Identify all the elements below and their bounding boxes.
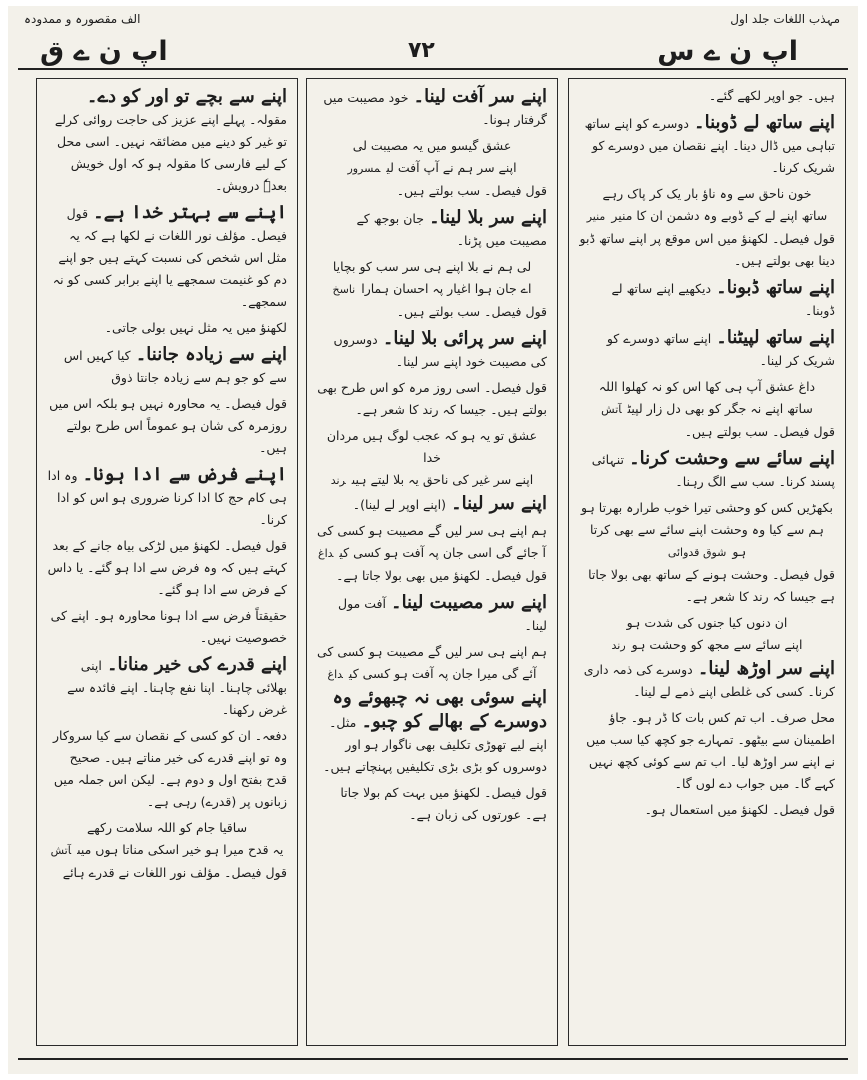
verse-line xyxy=(579,205,835,228)
dictionary-entry xyxy=(47,85,287,197)
verse-text: ہم اپنے ہی سر لیں گے مصیبت ہو کسی کی xyxy=(317,644,547,659)
entry-text xyxy=(579,85,835,107)
dictionary-entry xyxy=(47,343,287,389)
verse-text: خون ناحق سے وہ ناؤ بار یک کر پاک رہے xyxy=(602,186,812,201)
entry-definition: لکھنؤ میں یہ مثل نہیں بولی جاتی۔ xyxy=(104,320,287,335)
entry-text xyxy=(579,564,835,608)
verse-text: ہم اپنے ہی سر لیں گے مصیبت ہو کسی کی xyxy=(317,523,547,538)
entry-definition: دوسرے کی ذمہ داری کرنا۔ کسی کی غلطی اپنے ذمے لے لینا۔ xyxy=(583,662,835,699)
verse-text: ہم سے کیا وہ وحشت اپنے سائے سے بھی کرتا ہو xyxy=(589,522,824,559)
entry-headword: اپنے سر پرائی بلا لینا۔ xyxy=(382,328,547,349)
entry-text xyxy=(47,535,287,601)
dictionary-entry xyxy=(317,591,547,637)
entry-headword: اپنے سر آفت لینا۔ xyxy=(413,86,547,107)
entry-headword: اپنے سوئی بھی نہ چبھوئے وہ دوسرے کے بھالے کو چبو۔ xyxy=(332,687,547,732)
entry-definition: خود مصیبت میں گرفتار ہونا۔ xyxy=(323,90,547,127)
entry-headword: اپنے سے بہتر خدا ہے۔ xyxy=(93,202,287,223)
poet-name: مسرور xyxy=(347,162,381,175)
verse-line xyxy=(317,520,547,542)
verse-line xyxy=(317,469,547,492)
entry-definition: مقولہ۔ پہلے اپنے عزیز کی حاجت روائی کرلے تو غیر کو دینے میں مضائقہ نہیں۔ اسی محل کے لیے فارسی کا مقولہ ہو کہ اول خویش بعدہٗ درویش۔ xyxy=(54,112,287,193)
entry-definition: قول فیصل۔ یہ محاورہ نہیں ہو بلکہ اس میں روزمرہ کی شان ہو عموماً اس طرح بولتے ہیں۔ xyxy=(49,396,287,455)
column-left xyxy=(36,78,298,1046)
entry-definition: دوسرے کو اپنے ساتھ تباہی میں ڈال دینا۔ اپنے نقصان میں دوسرے کو شریک کرنا۔ xyxy=(584,116,835,175)
header-rule xyxy=(18,68,848,70)
entry-definition: اپنے ساتھ دوسرے کو شریک کر لینا۔ xyxy=(606,331,835,368)
entry-definition: قول فیصل۔ لکھنؤ میں لڑکی بیاہ جانے کے بعد کہتے ہیں کہ وہ فرض سے ادا ہو گئے۔ یا داس کے فرض سے ادا ہو گئے۔ xyxy=(47,538,287,597)
dictionary-entry xyxy=(317,686,547,778)
dictionary-entry xyxy=(317,327,547,373)
entry-definition: دفعہ۔ ان کو کسی کے نقصان سے کیا سروکار وہ تو اپنے قدرے کی خیر مناتے ہیں۔ صحیح قدح بفتح اول و دوم ہے۔ لیکن اس جملہ میں زبانوں پر (قدرے) رہی ہے۔ xyxy=(52,728,287,809)
verse-line xyxy=(317,157,547,180)
dictionary-entry xyxy=(579,657,835,703)
entry-headword: اپنے ساتھ لپیٹنا۔ xyxy=(716,327,835,348)
entry-definition: قول فیصل۔ سب بولتے ہیں۔ xyxy=(396,304,547,319)
entry-headword: اپنے قدرے کی خیر منانا۔ xyxy=(106,654,287,675)
entry-definition: قول فیصل۔ لکھنؤ میں استعمال ہو۔ xyxy=(644,802,835,817)
entry-definition: وہ ادا ہی کام حج کا ادا کرنا ضروری ہو اس کو ادا کرنا۔ xyxy=(47,468,287,527)
entry-headword: اپنے سر لینا۔ xyxy=(451,493,547,514)
dictionary-entry xyxy=(317,85,547,131)
entry-headword: اپنے ساتھ ڈبونا۔ xyxy=(716,277,835,298)
entry-text xyxy=(47,317,287,339)
verse-line xyxy=(317,641,547,663)
entry-definition: قول فیصل۔ لکھنؤ میں بھی بولا جاتا ہے۔ xyxy=(336,568,547,583)
verse-text: ساقیا جام کو اللہ سلامت رکھے xyxy=(86,820,248,835)
dictionary-entry xyxy=(579,276,835,322)
entry-definition: جان بوجھ کے مصیبت میں پڑنا۔ xyxy=(356,211,547,248)
dictionary-entry xyxy=(317,492,547,516)
poet-name: آتش xyxy=(601,403,622,416)
entry-headword: اپنے ساتھ لے ڈوبنا۔ xyxy=(694,112,835,133)
entry-definition: قول فیصل۔ وحشت ہونے کے ساتھ بھی بولا جاتا ہے جیسا کہ رند کا شعر ہے۔ xyxy=(588,567,835,604)
entry-definition: دوسروں کی مصیبت خود اپنے سر لینا۔ xyxy=(333,332,547,369)
entry-definition: (اپنے اوپر لے لینا)۔ xyxy=(352,497,446,512)
verse-line xyxy=(317,542,547,565)
verse-line xyxy=(579,634,835,657)
verse-text: آ جائے گی اسی جان پہ آفت ہو کسی کی xyxy=(339,545,546,560)
entry-definition: قول فیصل۔ سب بولتے ہیں۔ xyxy=(684,424,835,439)
entry-definition: محل صرف۔ اب تم کس بات کا ڈر ہو۔ جاؤ اطمینان سے بیٹھو۔ تمہارے جو کچھ کیا سب میں نے اپنے سر اوڑھ لیا۔ اب تم سے کوئی کچھ نہیں کہے گا۔ میں جواب دے لوں گا۔ xyxy=(586,710,835,791)
entry-definition: قول فیصل۔ لکھنؤ میں بہت کم بولا جاتا ہے۔ عورتوں کی زبان ہے۔ xyxy=(340,785,547,822)
entry-text xyxy=(317,565,547,587)
verse-line xyxy=(47,839,287,862)
entry-definition: تنہائی پسند کرنا۔ سب سے الگ رہنا۔ xyxy=(591,452,835,489)
verse-text: ساتھ اپنے نہ جگر کو بھی دل زار لپیٹ xyxy=(627,401,813,416)
verse-text: لی ہم نے بلا اپنے ہی سر سب کو بچایا xyxy=(332,259,532,274)
entry-definition: مثل۔ اپنے لیے تھوڑی تکلیف بھی ناگوار ہو اور دوسروں کو بڑی بڑی تکلیفیں پہنچاتے ہیں۔ xyxy=(323,715,547,774)
verse-line xyxy=(579,376,835,398)
verse-text: آئے گی میرا جان پہ آفت ہو کسی کی xyxy=(348,666,537,681)
dictionary-entry xyxy=(317,206,547,252)
verse-text: اے جان ہوا اغیار پہ احسان ہمارا xyxy=(361,281,532,296)
entry-definition: قول فیصل۔ مؤلف نور اللغات نے لکھا ہے کہ یہ مثل اس شخص کی نسبت کہتے ہیں جو اپنے دم کو غنیمت سمجھے یا اپنے برابر کسی کو نہ سمجھے۔ xyxy=(52,206,287,309)
dictionary-entry xyxy=(579,111,835,179)
poet-name: آتش xyxy=(50,844,72,857)
entry-text xyxy=(579,421,835,443)
entry-headword: اپنے سر بلا لینا۔ xyxy=(429,207,547,228)
verse-line xyxy=(579,519,835,564)
entry-definition: قول فیصل۔ مؤلف نور اللغات نے قدرے ہائے xyxy=(62,865,287,880)
dictionary-entry xyxy=(47,201,287,313)
verse-line xyxy=(579,183,835,205)
poet-name: شوق قدوائی xyxy=(667,546,727,559)
entry-definition: قول فیصل۔ لکھنؤ میں اس موقع پر اپنے ساتھ ڈبو دینا بھی بولتے ہیں۔ xyxy=(579,231,835,268)
verse-text: ساتھ اپنے لے کے ڈوبے وہ دشمن ان کا منیر xyxy=(611,208,828,223)
entry-headword: اپنے سر اوڑھ لینا۔ xyxy=(697,658,835,679)
column-right xyxy=(568,78,846,1046)
verse-text: بکھڑیں کس کو وحشی تیرا خوب طرارہ بھرتا ہو xyxy=(581,500,833,515)
entry-headword: اپنے سائے سے وحشت کرنا۔ xyxy=(629,448,835,469)
section-title: الف مقصورہ و ممدودہ xyxy=(24,12,141,26)
poet-name: ناسخ xyxy=(332,283,356,296)
verse-text: داغ عشق آپ ہی کھا اس کو نہ کھلوا اللہ xyxy=(598,379,816,394)
entry-text xyxy=(317,377,547,421)
footer-rule xyxy=(18,1058,848,1060)
verse-text: ان دنوں کیا جنوں کی شدت ہو xyxy=(626,615,788,630)
entry-headword: اپنے سے بچے تو اور کو دے۔ xyxy=(86,86,287,107)
book-title: مہذب اللغات جلد اول xyxy=(730,12,840,26)
entry-text xyxy=(47,725,287,813)
verse-line xyxy=(317,278,547,301)
verse-line xyxy=(317,256,547,278)
verse-text: یہ قدح میرا ہو خیر اسکی مناتا ہوں میں xyxy=(77,842,284,857)
dictionary-page xyxy=(8,6,858,1074)
poet-name: داغ xyxy=(318,547,334,560)
dictionary-entry xyxy=(47,653,287,721)
verse-text: اپنے سائے سے مجھ کو وحشت ہو xyxy=(631,637,803,652)
poet-name: منیر xyxy=(586,210,606,223)
entry-headword: اپنے فرض سے ادا ہونا۔ xyxy=(82,464,287,485)
entry-definition: ہیں۔ جو اوپر لکھے گئے۔ xyxy=(708,88,835,103)
poet-name: داغ xyxy=(327,668,343,681)
verse-line xyxy=(317,135,547,157)
dictionary-entry xyxy=(47,463,287,531)
entry-definition: کیا کہیں اس سے کو جو ہم سے زیادہ جانتا ذوق xyxy=(63,348,287,385)
page-number: ۷۲ xyxy=(408,38,435,63)
entry-definition: قول فیصل۔ اسی روز مرہ کو اس طرح بھی بولتے ہیں۔ جیسا کہ رند کا شعر ہے۔ xyxy=(317,380,547,417)
catchword-first: اپ ن ے س xyxy=(657,36,798,67)
entry-text xyxy=(579,799,835,821)
verse-line xyxy=(317,663,547,686)
verse-text: اپنے سر ہم نے آپ آفت لی xyxy=(386,160,517,175)
poet-name: رند xyxy=(330,474,346,487)
entry-headword: اپنے سے زیادہ جاننا۔ xyxy=(135,344,287,365)
entry-text xyxy=(47,393,287,459)
verse-line xyxy=(47,817,287,839)
verse-line xyxy=(317,425,547,469)
verse-line xyxy=(579,497,835,519)
verse-text: عشق تو یہ ہو کہ عجب لوگ ہیں مردان خدا xyxy=(326,428,538,465)
poet-name: رند xyxy=(611,639,626,652)
entry-definition: قول فیصل۔ سب بولتے ہیں۔ xyxy=(396,183,547,198)
entry-text xyxy=(317,782,547,826)
entry-text xyxy=(317,180,547,202)
entry-text xyxy=(317,301,547,323)
catchword-last: اپ ن ے ق xyxy=(40,36,168,67)
entry-text xyxy=(579,228,835,272)
dictionary-entry xyxy=(579,326,835,372)
entry-definition: دیکھیے اپنے ساتھ لے ڈوبنا۔ xyxy=(611,281,835,318)
verse-text: عشق گیسو میں یہ مصیبت لی xyxy=(352,138,512,153)
verse-line xyxy=(579,398,835,421)
entry-definition: آفت مول لینا۔ xyxy=(337,596,547,633)
column-middle xyxy=(306,78,558,1046)
dictionary-entry xyxy=(579,447,835,493)
verse-text: اپنے سر غیر کی ناحق یہ بلا لیتے ہیں xyxy=(351,472,534,487)
entry-text xyxy=(47,862,287,884)
entry-definition: حقیقتاً فرض سے ادا ہونا محاورہ ہو۔ اپنے کی خصوصیت نہیں۔ xyxy=(50,608,287,645)
verse-line xyxy=(579,612,835,634)
entry-headword: اپنے سر مصیبت لینا۔ xyxy=(391,592,547,613)
entry-text xyxy=(47,605,287,649)
entry-text xyxy=(579,707,835,795)
entry-definition: اپنی بھلائی چاہنا۔ اپنا نفع چاہنا۔ اپنے فائدہ سے غرض رکھنا۔ xyxy=(67,658,287,717)
